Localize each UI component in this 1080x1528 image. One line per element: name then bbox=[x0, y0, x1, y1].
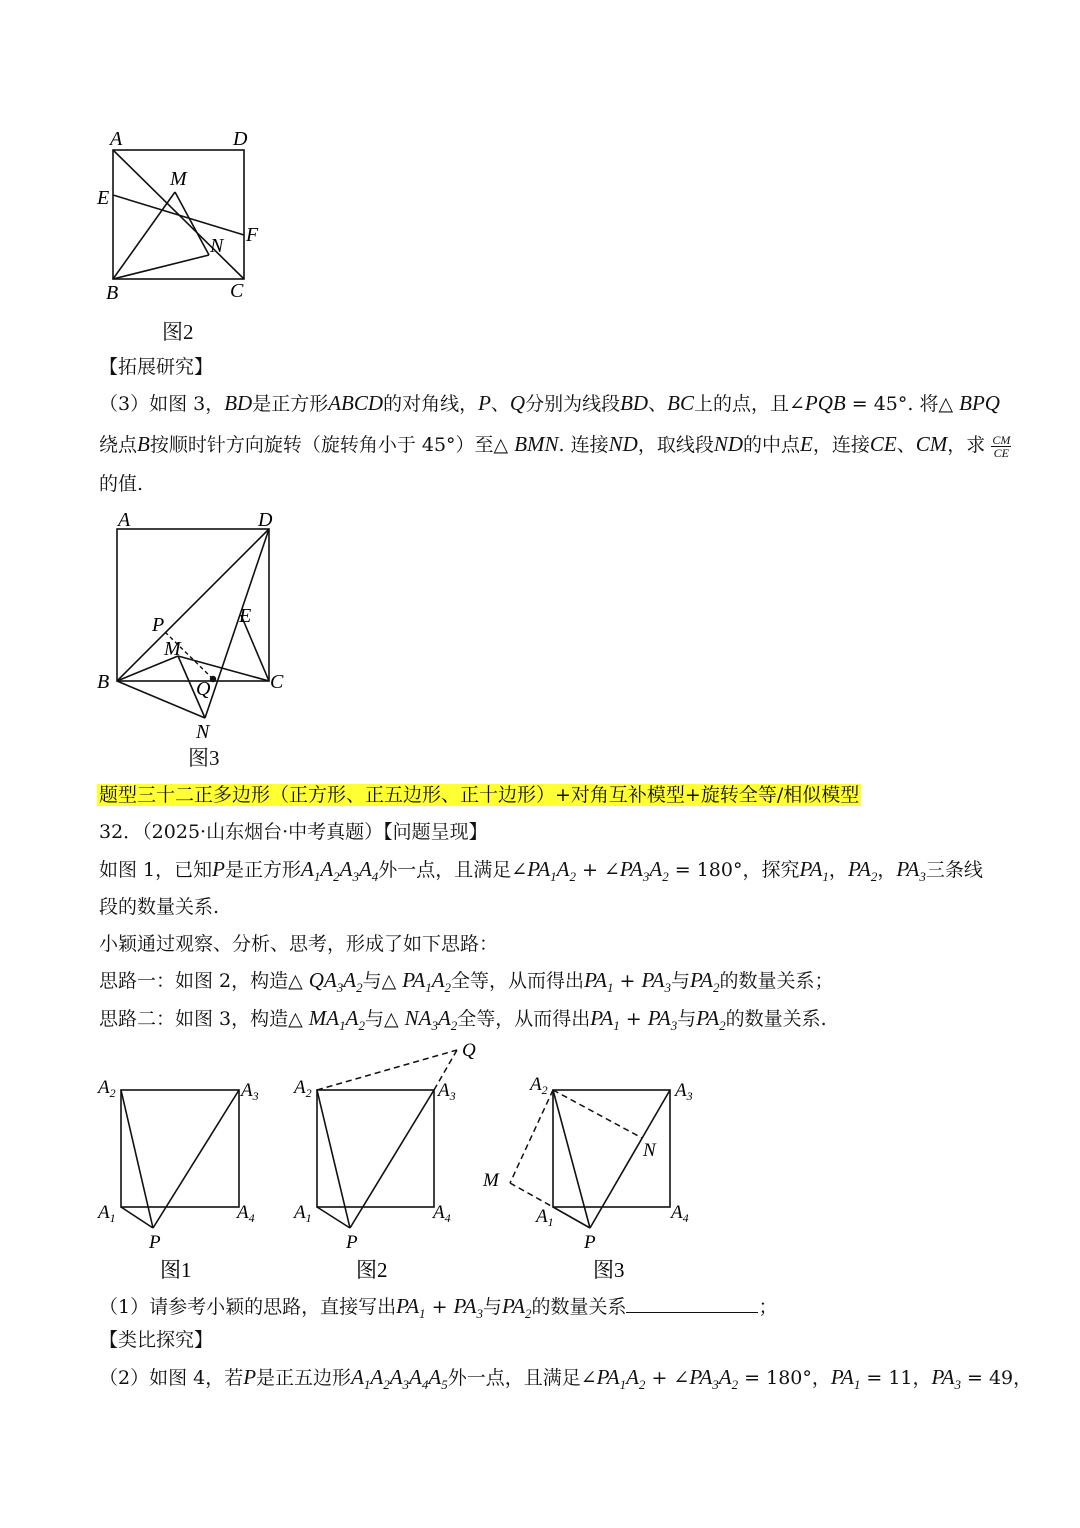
label-C: C bbox=[270, 671, 284, 693]
q32-line-3: 小颖通过观察、分析、思考，形成了如下思路： bbox=[99, 933, 499, 955]
figure-3-top bbox=[92, 505, 302, 745]
q32-part-1: （1）请参考小颖的思路，直接写出$PA_1 + PA_3$与$PA_2$的数量关系 ； bbox=[99, 1294, 778, 1322]
figures-1-2-3-bottom bbox=[90, 1035, 720, 1285]
q32-idea-2: 思路二：如图 3，构造△ $MA_1A_2$与△ $NA_3A_2$全等，从而得出$PA_1 + PA_3$与$PA_2$的数量关系. bbox=[99, 1006, 827, 1034]
q32-part-2: （2）如图 4，若P是正五边形$A_1A_2A_3A_4A_5$外一点，且满足$\angle PA_1A_2$ + $\angle PA_3A_2 = 180^\circ$，$PA_1 = 11$，$PA_3 = 49$， bbox=[99, 1365, 1033, 1393]
f1-A3: $A_3$ bbox=[241, 1080, 259, 1103]
f2-A2: $A_2$ bbox=[294, 1077, 312, 1100]
f3-M: M bbox=[483, 1170, 499, 1191]
label-P: P bbox=[152, 614, 165, 636]
section-analog-heading: 【类比探究】 bbox=[99, 1329, 214, 1351]
q32-header: 32．（2025·山东烟台·中考真题）【问题呈现】 bbox=[99, 821, 488, 843]
label-B: B bbox=[97, 671, 110, 693]
point-Q bbox=[210, 676, 216, 682]
f3-A1: $A_1$ bbox=[536, 1206, 554, 1229]
figure-2-top bbox=[90, 125, 280, 305]
q3-line-1: （3）如图 3，BD是正方形ABCD的对角线，P、Q分别为线段BD、BC上的点，且∠PQB = 45°. 将△ BPQ bbox=[99, 391, 1000, 415]
label-C: C bbox=[230, 280, 244, 302]
f2-Q: Q bbox=[462, 1040, 476, 1061]
section-extend-heading: 【拓展研究】 bbox=[99, 356, 214, 378]
figure-2-caption: 图2 bbox=[162, 320, 194, 344]
label-A: A bbox=[118, 509, 131, 531]
label-N: N bbox=[210, 235, 224, 257]
caption-fig2: 图2 bbox=[356, 1258, 388, 1282]
answer-blank[interactable] bbox=[626, 1292, 758, 1313]
f2-A3: $A_3$ bbox=[438, 1080, 456, 1103]
f2-A1: $A_1$ bbox=[294, 1202, 312, 1225]
label-D: D bbox=[233, 128, 248, 150]
label-A: A bbox=[110, 128, 123, 150]
section-title-highlight: 题型三十二正多边形（正方形、正五边形、正十边形）+对角互补模型+旋转全等/相似模型 bbox=[99, 784, 860, 806]
f1-A2: $A_2$ bbox=[98, 1077, 116, 1100]
f3-A4: $A_4$ bbox=[671, 1202, 689, 1225]
f3-N: N bbox=[643, 1140, 656, 1161]
f1-A4: $A_4$ bbox=[237, 1202, 255, 1225]
label-Q: Q bbox=[196, 678, 211, 700]
fraction-cm-ce: $\frac{CM}{CE}$ bbox=[992, 432, 1011, 460]
label-M: M bbox=[164, 638, 181, 660]
caption-fig1: 图1 bbox=[160, 1258, 192, 1282]
q3-line-3: 的值. bbox=[99, 473, 144, 495]
caption-fig3: 图3 bbox=[593, 1258, 625, 1282]
f3-A3: $A_3$ bbox=[675, 1080, 693, 1103]
f3-A2: $A_2$ bbox=[530, 1074, 548, 1097]
label-E: E bbox=[97, 187, 110, 209]
f2-A4: $A_4$ bbox=[433, 1202, 451, 1225]
f1-A1: $A_1$ bbox=[98, 1202, 116, 1225]
label-B: B bbox=[106, 282, 119, 304]
label-E: E bbox=[239, 605, 252, 627]
f2-P: P bbox=[346, 1232, 358, 1253]
f1-P: P bbox=[149, 1232, 161, 1253]
f3-P: P bbox=[584, 1232, 596, 1253]
label-F: F bbox=[246, 224, 259, 246]
label-M: M bbox=[170, 168, 187, 190]
q32-line-1: 如图 1，已知P是正方形$A_1A_2A_3A_4$外一点，且满足$\angle PA_1A_2$ + $\angle PA_3A_2 = 180^\circ$，探究$PA_1$，$PA_2$，$PA_3$三条线 bbox=[99, 857, 983, 885]
q32-line-2: 段的数量关系. bbox=[99, 896, 220, 918]
q3-line-2: 绕点B按顺时针方向旋转（旋转角小于 45°）至△ BMN. 连接ND，取线段ND的中点E，连接CE、CM，求 $\frac{CM}{CE}$ bbox=[99, 432, 1011, 460]
label-D: D bbox=[258, 509, 273, 531]
figure-3-caption: 图3 bbox=[188, 746, 220, 770]
q32-idea-1: 思路一：如图 2，构造△ $QA_3A_2$与△ $PA_1A_2$全等，从而得出$PA_1 + PA_3$与$PA_2$的数量关系； bbox=[99, 968, 834, 996]
label-N: N bbox=[196, 721, 210, 743]
